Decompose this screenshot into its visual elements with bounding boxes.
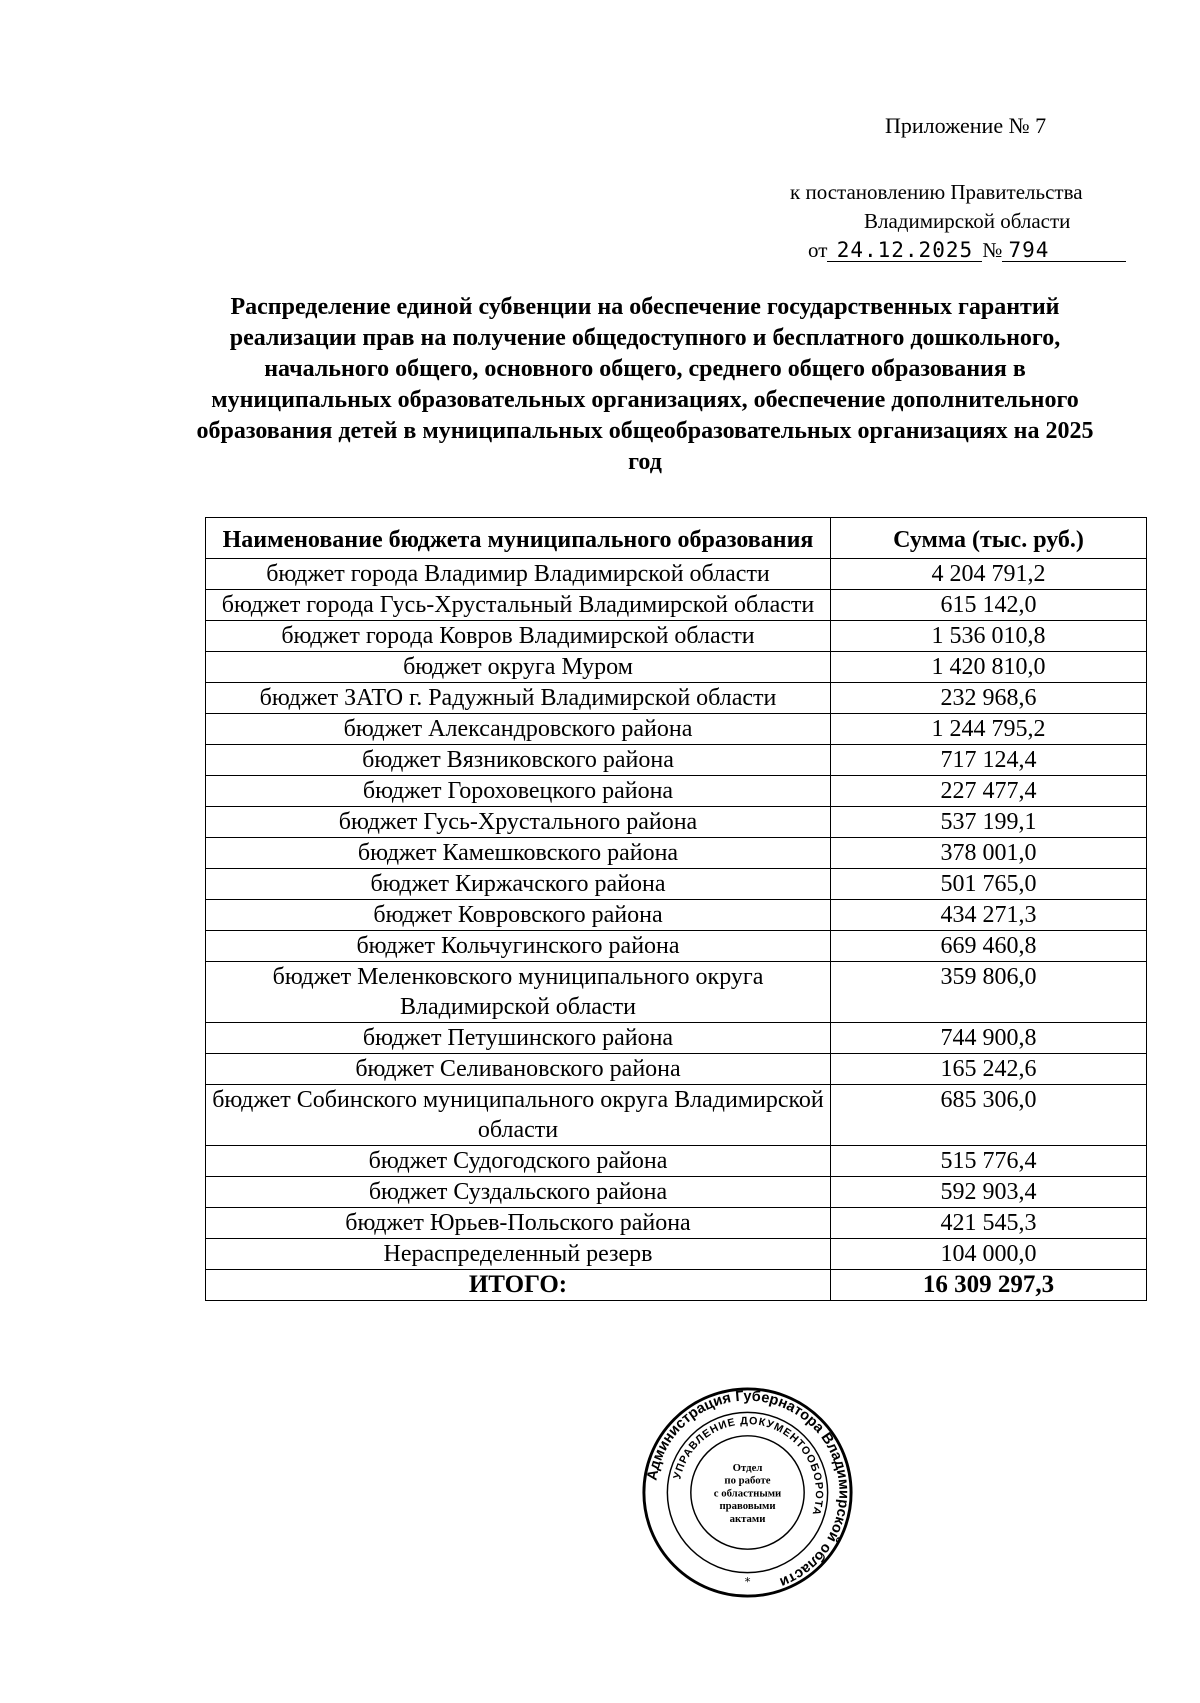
budget-name: бюджет Вязниковского района [206,745,831,776]
table-row [206,931,1147,962]
table-row [206,745,1147,776]
budget-sum: 669 460,8 [831,931,1147,962]
budget-sum: 421 545,3 [831,1208,1147,1239]
ref-line-resolution: к постановлению Правительства [790,180,1083,204]
budget-name: бюджет округа Муром [206,652,831,683]
stamp-center-text [714,1462,782,1525]
stamp-center-line: по работе [724,1474,771,1487]
budget-name: бюджет города Ковров Владимирской области [206,621,831,652]
stamp-inner-text: УПРАВЛЕНИЕ ДОКУМЕНТООБОРОТА [671,1414,826,1518]
document-title: Распределение единой субвенции на обеспечение государственных гарантий реализации прав на получение общедоступного и бесплатного дошкольного, начального общего, основного общего, среднего общего образования в муниципальных образовательных организациях, обеспечение дополнительного образования детей в муниципальных общеобразовательных организациях на 2025 год [196,294,1094,475]
table-row [206,590,1147,621]
budget-sum: 104 000,0 [831,1239,1147,1270]
table-row [206,869,1147,900]
total-label: ИТОГО: [206,1270,831,1301]
budget-sum: 537 199,1 [831,807,1147,838]
appendix-number: Приложение № 7 [885,113,1047,138]
table-header-row [206,518,1147,559]
budget-sum: 434 271,3 [831,900,1147,931]
budget-sum: 501 765,0 [831,869,1147,900]
budget-name: бюджет Камешковского района [206,838,831,869]
budget-sum: 685 306,0 [831,1085,1147,1146]
resolution-number: 794 [1002,239,1126,262]
budget-name: бюджет города Гусь-Хрустальный Владимирской области [206,590,831,621]
table-row [206,1146,1147,1177]
budget-name: бюджет Меленковского муниципального округа Владимирской области [206,962,831,1023]
table-row [206,1208,1147,1239]
budget-name: бюджет города Владимир Владимирской области [206,559,831,590]
table-row [206,807,1147,838]
official-stamp [640,1385,855,1600]
resolution-date: 24.12.2025 [827,239,982,262]
budget-name: бюджет Селивановского района [206,1054,831,1085]
budget-name: бюджет Собинского муниципального округа Владимирской области [206,1085,831,1146]
column-header-name: Наименование бюджета муниципального образования [206,518,831,559]
budget-name: бюджет Гороховецкого района [206,776,831,807]
number-sign: № [982,238,1003,262]
table-row [206,900,1147,931]
budget-sum: 4 204 791,2 [831,559,1147,590]
subvention-table [205,517,1147,1301]
table-body [206,559,1147,1270]
table-row [206,652,1147,683]
table-row [206,1023,1147,1054]
budget-sum: 1 536 010,8 [831,621,1147,652]
budget-name: бюджет Кольчугинского района [206,931,831,962]
table-row [206,1177,1147,1208]
budget-name: бюджет Суздальского района [206,1177,831,1208]
table-row [206,1085,1147,1146]
budget-sum: 515 776,4 [831,1146,1147,1177]
budget-sum: 232 968,6 [831,683,1147,714]
ref-line-region: Владимирской области [864,209,1071,233]
table-row [206,776,1147,807]
stamp-center-line: актами [729,1512,766,1525]
table-row [206,1054,1147,1085]
budget-sum: 744 900,8 [831,1023,1147,1054]
budget-sum: 359 806,0 [831,962,1147,1023]
resolution-reference [790,178,1135,265]
table-row [206,683,1147,714]
budget-sum: 227 477,4 [831,776,1147,807]
budget-name: бюджет Киржачского района [206,869,831,900]
table-row [206,621,1147,652]
ref-line-date-number [790,236,1135,265]
table-row [206,962,1147,1023]
budget-name: Нераспределенный резерв [206,1239,831,1270]
table-row [206,838,1147,869]
table-row [206,714,1147,745]
stamp-center-line: с областными [713,1487,782,1500]
budget-sum: 615 142,0 [831,590,1147,621]
budget-sum: 378 001,0 [831,838,1147,869]
ref-prefix: от [808,238,828,262]
budget-sum: 1 420 810,0 [831,652,1147,683]
stamp-center-line: правовыми [719,1500,776,1513]
budget-sum: 592 903,4 [831,1177,1147,1208]
total-sum: 16 309 297,3 [831,1270,1147,1301]
budget-name: бюджет Александровского района [206,714,831,745]
budget-name: бюджет ЗАТО г. Радужный Владимирской области [206,683,831,714]
table-row [206,559,1147,590]
stamp-outer-text: Администрация Губернатора Владимирской области [644,1388,852,1591]
budget-name: бюджет Юрьев-Польского района [206,1208,831,1239]
budget-sum: 717 124,4 [831,745,1147,776]
stamp-center-line: Отдел [732,1462,763,1474]
budget-sum: 165 242,6 [831,1054,1147,1085]
budget-sum: 1 244 795,2 [831,714,1147,745]
stamp-star-icon: * [744,1574,751,1589]
budget-name: бюджет Петушинского района [206,1023,831,1054]
column-header-sum: Сумма (тыс. руб.) [831,518,1147,559]
table-row [206,1239,1147,1270]
total-row [206,1270,1147,1301]
budget-name: бюджет Гусь-Хрустального района [206,807,831,838]
budget-name: бюджет Ковровского района [206,900,831,931]
budget-name: бюджет Судогодского района [206,1146,831,1177]
